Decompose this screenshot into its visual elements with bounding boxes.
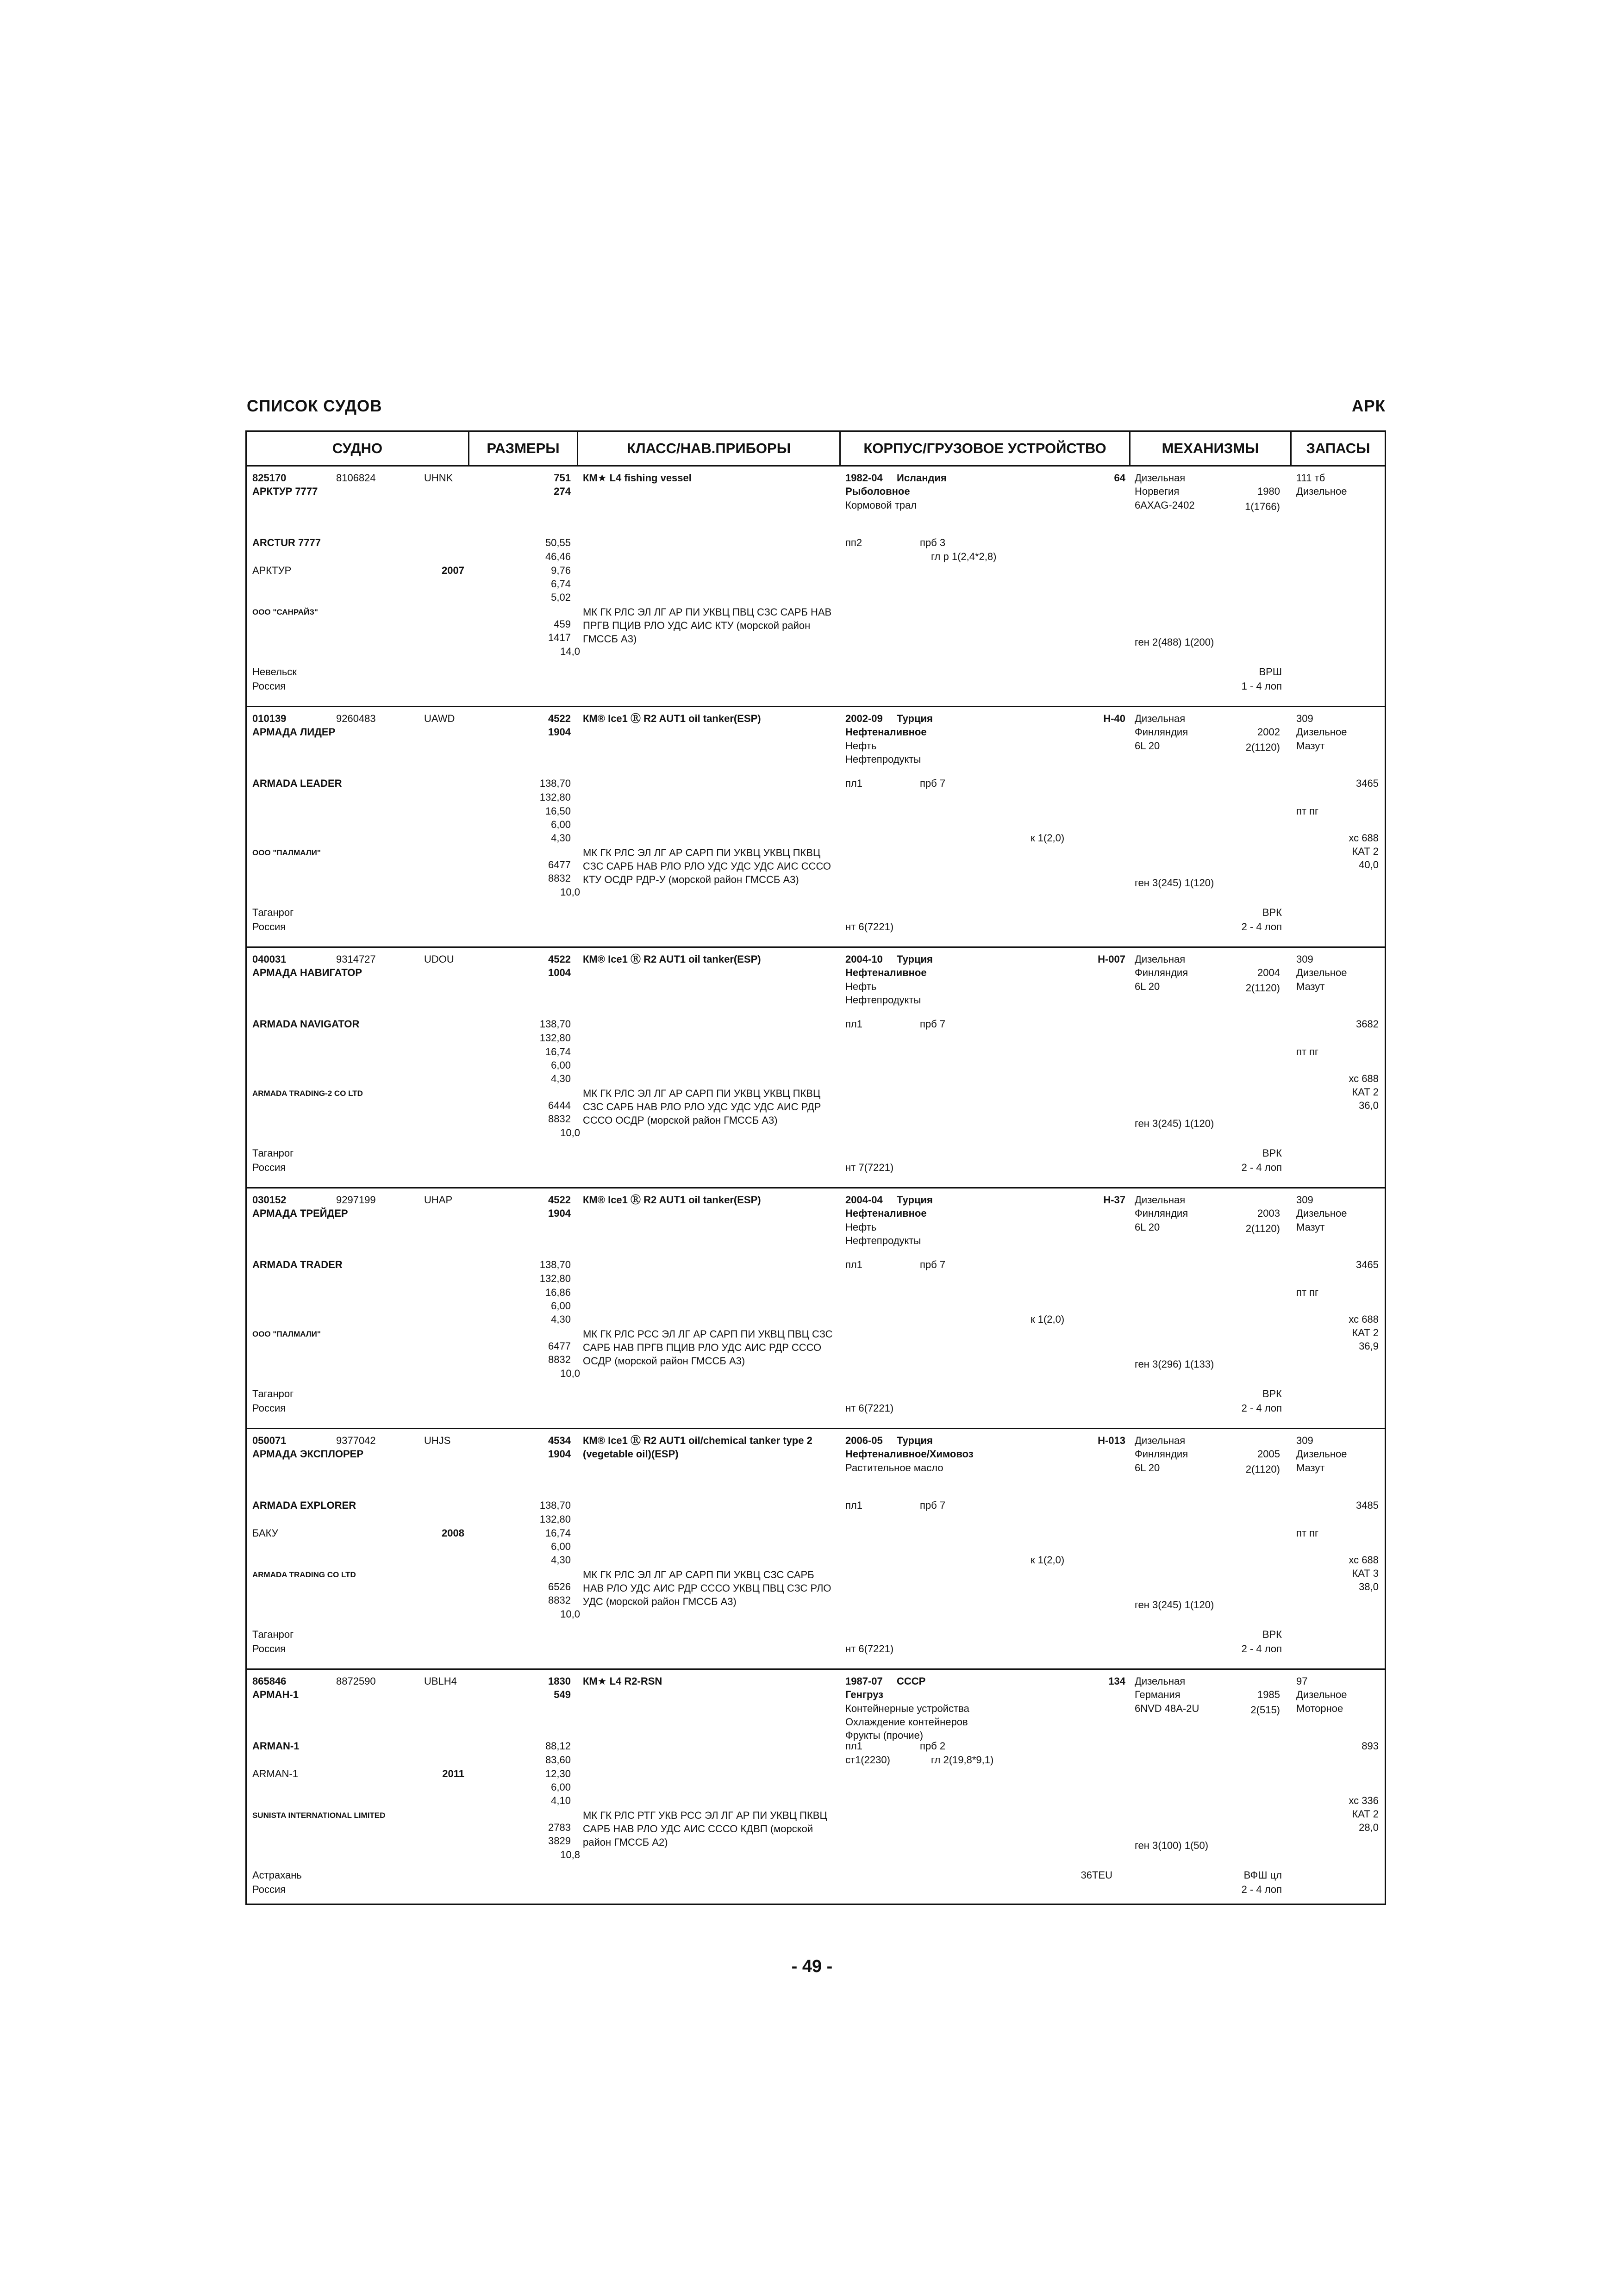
call-sign: UHJS (424, 1435, 451, 1446)
engine-year: 2005 (1257, 1448, 1280, 1460)
flag-country: Россия (252, 1884, 286, 1895)
bulkheads: прб 2 (920, 1740, 946, 1752)
propeller-blades: 2 - 4 лоп (1241, 1884, 1282, 1895)
propeller-blades: 2 - 4 лоп (1241, 1402, 1282, 1414)
length-overall: 138,70 (539, 1018, 571, 1030)
deadweight: 8832 (548, 1594, 571, 1606)
depth: 6,00 (551, 1541, 571, 1552)
length-pp: 83,60 (545, 1754, 571, 1766)
column-header-dimensions: РАЗМЕРЫ (487, 440, 560, 456)
stores-pumps: пт пг (1296, 1527, 1319, 1539)
call-sign: UHNK (424, 472, 453, 484)
cargo-primary: Контейнерные устройства (845, 1703, 969, 1714)
engine-type: Дизельная (1135, 472, 1186, 484)
column-header-machinery: МЕХАНИЗМЫ (1162, 440, 1259, 456)
flag-country: Россия (252, 921, 286, 933)
refrigeration: хс 688 (1349, 1313, 1379, 1325)
build-date: 1982-04 (845, 472, 883, 484)
ship-type: Нефтеналивное (845, 1207, 927, 1219)
decks: пл1 (845, 1500, 862, 1511)
ship-name-lat: ARMADA EXPLORER (252, 1500, 356, 1511)
engine-country: Финляндия (1135, 1207, 1188, 1219)
fuel-type: Дизельное (1296, 726, 1347, 738)
category: КАТ 3 (1352, 1568, 1379, 1579)
engine-model: 6AXAG-2402 (1135, 499, 1195, 511)
navigation-equipment: МК ГК РЛС ЭЛ ЛГ АР ПИ УКВЦ ПВЦ СЗС САРБ НАВ ПРГВ ПЦИВ РЛО УДС АИС КТУ (морской район ГМССБ А3) (583, 606, 832, 645)
gross-tonnage: 4522 (548, 713, 571, 724)
engine-power: 2(1120) (1245, 1223, 1280, 1234)
length-overall: 138,70 (539, 778, 571, 789)
imo-number: 8872590 (336, 1675, 376, 1687)
bulkheads: прб 7 (920, 1500, 946, 1511)
bulkheads: прб 3 (920, 537, 946, 548)
draught: 4,30 (551, 1554, 571, 1566)
cargo-capacity: ст1(2230) (845, 1754, 890, 1766)
owner: SUNISTA INTERNATIONAL LIMITED (252, 1811, 386, 1820)
fuel-type: Дизельное (1296, 967, 1347, 978)
length-overall: 50,55 (545, 537, 571, 548)
cargo-primary: Нефть (845, 740, 877, 752)
build-country: СССР (897, 1675, 926, 1687)
imo-number: 8106824 (336, 472, 376, 484)
stores-value: 36,9 (1359, 1340, 1379, 1352)
length-pp: 46,46 (545, 551, 571, 562)
cargo-primary: Кормовой трал (845, 499, 917, 511)
column-header-stores: ЗАПАСЫ (1306, 440, 1370, 456)
generators: ген 3(245) 1(120) (1135, 1118, 1214, 1129)
ship-name-ru: АРМАДА ЭКСПЛОРЕР (252, 1448, 364, 1460)
class-notation: КМ★ L4 fishing vessel (583, 472, 692, 484)
cargo-primary: Нефть (845, 1221, 877, 1233)
yard-number: Н-37 (1103, 1194, 1125, 1206)
ship-name-lat: ARMADA LEADER (252, 778, 342, 789)
engine-power: 2(1120) (1245, 1463, 1280, 1475)
cargo-primary: Растительное масло (845, 1462, 943, 1474)
net-tonnage: 274 (554, 485, 571, 497)
engine-country: Германия (1135, 1689, 1181, 1700)
engine-country: Норвегия (1135, 485, 1180, 497)
ship-entry (247, 1429, 1385, 1670)
registry-number: 050071 (252, 1435, 287, 1446)
cargo-tanks: нт 6(7221) (845, 1402, 894, 1414)
cargo-gear: гл р 1(2,4*2,8) (931, 551, 997, 562)
decks: пп2 (845, 537, 862, 548)
stores-value: 40,0 (1359, 859, 1379, 871)
deadweight: 1417 (548, 632, 571, 643)
stores-capacity: 309 (1296, 713, 1313, 724)
registry-number: 825170 (252, 472, 287, 484)
stores-volume: 3465 (1356, 1259, 1379, 1270)
build-country: Турция (897, 1435, 933, 1446)
fuel-type: Дизельное (1296, 485, 1347, 497)
decks: пл1 (845, 1018, 862, 1030)
propeller-blades: 2 - 4 лоп (1241, 1162, 1282, 1173)
ship-name-ru: АРМАДА ТРЕЙДЕР (252, 1207, 348, 1219)
draught: 4,10 (551, 1795, 571, 1806)
draught: 5,02 (551, 591, 571, 603)
engine-year: 2002 (1257, 726, 1280, 738)
yard-number: 64 (1114, 472, 1125, 484)
navigation-equipment: МК ГК РЛС ЭЛ ЛГ АР САРП ПИ УКВЦ УКВЦ ПКВЦ СЗС САРБ НАВ РЛО РЛО УДС УДС УДС АИС СССО КТУ ОСДР РДР-У (морской район ГМССБ А3) (583, 847, 831, 885)
depth: 6,00 (551, 1300, 571, 1312)
propeller: ВРК (1262, 1388, 1282, 1400)
category: КАТ 2 (1352, 1808, 1379, 1820)
ship-entry (247, 1188, 1385, 1429)
column-header-hull: КОРПУС/ГРУЗОВОЕ УСТРОЙСТВО (863, 440, 1106, 456)
stores-volume: 3465 (1356, 778, 1379, 789)
depth: 6,00 (551, 819, 571, 830)
net-tonnage: 1904 (548, 1448, 571, 1460)
depth: 6,00 (551, 1059, 571, 1071)
cargo-handling-note: к 1(2,0) (1031, 1313, 1065, 1325)
engine-type: Дизельная (1135, 1194, 1186, 1206)
breadth: 16,74 (545, 1046, 571, 1058)
owner: ООО "САНРАЙЗ" (252, 608, 318, 616)
fuel-type-2: Моторное (1296, 1703, 1343, 1714)
length-overall: 88,12 (545, 1740, 571, 1752)
engine-country: Финляндия (1135, 1448, 1188, 1460)
yard-number: 134 (1108, 1675, 1125, 1687)
cargo-tanks: нт 6(7221) (845, 921, 894, 933)
gross-tonnage: 4522 (548, 1194, 571, 1206)
deadweight: 8832 (548, 1354, 571, 1365)
displacement: 6477 (548, 859, 571, 871)
home-port: Таганрог (252, 1147, 294, 1159)
generators: ген 3(245) 1(120) (1135, 877, 1214, 889)
engine-year: 1985 (1257, 1689, 1280, 1700)
fuel-type: Дизельное (1296, 1448, 1347, 1460)
propeller: ВФШ цл (1243, 1869, 1282, 1881)
net-tonnage: 1004 (548, 967, 571, 978)
navigation-equipment: МК ГК РЛС ЭЛ ЛГ АР САРП ПИ УКВЦ СЗС САРБ НАВ РЛО УДС АИС РДР СССО УКВЦ ПВЦ СЗС РЛО УДС (морской район ГМССБ А3) (583, 1569, 831, 1607)
call-sign: UHAP (424, 1194, 453, 1206)
length-pp: 132,80 (539, 791, 571, 803)
speed: 10,0 (560, 1608, 580, 1620)
speed: 10,8 (560, 1849, 580, 1860)
registry-number: 040031 (252, 953, 287, 965)
deadweight: 8832 (548, 872, 571, 884)
net-tonnage: 549 (554, 1689, 571, 1700)
refrigeration: хс 688 (1349, 1073, 1379, 1084)
propeller: ВРК (1262, 1147, 1282, 1159)
displacement: 6477 (548, 1340, 571, 1352)
yard-number: Н-007 (1098, 953, 1125, 965)
stores-pumps: пт пг (1296, 1287, 1319, 1298)
ship-name-ru: АРКТУР 7777 (252, 485, 318, 497)
breadth: 16,50 (545, 805, 571, 817)
engine-power: 2(1120) (1245, 982, 1280, 994)
engine-type: Дизельная (1135, 713, 1186, 724)
decks: пл1 (845, 778, 862, 789)
cargo-handling-note: к 1(2,0) (1031, 832, 1065, 844)
registry-number: 865846 (252, 1675, 287, 1687)
home-port: Таганрог (252, 1629, 294, 1640)
ship-type: Нефтеналивное (845, 967, 927, 978)
build-date: 2004-10 (845, 953, 883, 965)
gross-tonnage: 4534 (548, 1435, 571, 1446)
build-date: 2006-05 (845, 1435, 883, 1446)
propeller-blades: 1 - 4 лоп (1241, 680, 1282, 692)
previous-name-year: 2011 (442, 1768, 464, 1780)
length-overall: 138,70 (539, 1500, 571, 1511)
call-sign: UBLH4 (424, 1675, 457, 1687)
ship-name-ru: АРМАДА НАВИГАТОР (252, 967, 362, 978)
speed: 10,0 (560, 1368, 580, 1379)
category: КАТ 2 (1352, 1086, 1379, 1098)
refrigeration: хс 688 (1349, 1554, 1379, 1566)
previous-name: АРКТУР (252, 565, 292, 576)
table-header (247, 432, 1385, 467)
fuel-type-2: Мазут (1296, 1221, 1325, 1233)
yard-number: Н-013 (1098, 1435, 1125, 1446)
engine-model: 6L 20 (1135, 1462, 1160, 1474)
home-port: Невельск (252, 666, 297, 678)
fuel-type-2: Мазут (1296, 981, 1325, 992)
depth: 6,74 (551, 578, 571, 590)
propeller-blades: 2 - 4 лоп (1241, 921, 1282, 933)
cargo-tertiary: Фрукты (прочие) (845, 1730, 924, 1741)
draught: 4,30 (551, 832, 571, 844)
propeller: ВРК (1262, 1629, 1282, 1640)
column-header-vessel: СУДНО (332, 440, 383, 456)
previous-name-year: 2007 (442, 565, 464, 576)
engine-year: 1980 (1257, 485, 1280, 497)
previous-name: ARMAN-1 (252, 1768, 299, 1780)
ship-name-ru: АРМАН-1 (252, 1689, 299, 1700)
fuel-type: Дизельное (1296, 1207, 1347, 1219)
engine-power: 1(1766) (1245, 501, 1280, 512)
section-code: АРК (1352, 397, 1386, 415)
stores-capacity: 97 (1296, 1675, 1308, 1687)
home-port: Таганрог (252, 1388, 294, 1400)
breadth: 16,74 (545, 1527, 571, 1539)
owner: ARMADA TRADING CO LTD (252, 1570, 356, 1579)
call-sign: UDOU (424, 953, 454, 965)
engine-country: Финляндия (1135, 967, 1188, 978)
owner: ООО "ПАЛМАЛИ" (252, 1330, 321, 1338)
net-tonnage: 1904 (548, 726, 571, 738)
ship-entry (247, 467, 1385, 707)
stores-value: 36,0 (1359, 1100, 1379, 1111)
registry-number: 030152 (252, 1194, 287, 1206)
ship-register-table (245, 430, 1386, 1905)
speed: 10,0 (560, 1127, 580, 1139)
call-sign: UAWD (424, 713, 455, 724)
ship-entry (247, 707, 1385, 948)
displacement: 459 (554, 618, 571, 630)
engine-model: 6NVD 48A-2U (1135, 1703, 1199, 1714)
cargo-tanks: нт 6(7221) (845, 1643, 894, 1655)
page-title: СПИСОК СУДОВ (247, 397, 382, 415)
ship-entry (247, 948, 1385, 1188)
class-notation: КМ★ L4 R2-RSN (583, 1675, 662, 1687)
speed: 14,0 (560, 646, 580, 657)
fuel-type-2: Мазут (1296, 1462, 1325, 1474)
yard-number: Н-40 (1103, 713, 1125, 724)
refrigeration: хс 336 (1349, 1795, 1379, 1806)
engine-model: 6L 20 (1135, 740, 1160, 752)
bulkheads: прб 7 (920, 778, 946, 789)
cargo-secondary: Охлаждение контейнеров (845, 1716, 968, 1728)
navigation-equipment: МК ГК РЛС РСС ЭЛ ЛГ АР САРП ПИ УКВЦ ПВЦ СЗС САРБ НАВ ПРГВ ПЦИВ РЛО УДС АИС РДР СССО ОСДР (морской район ГМССБ А3) (583, 1328, 833, 1367)
build-date: 2002-09 (845, 713, 883, 724)
deadweight: 8832 (548, 1113, 571, 1125)
build-country: Турция (897, 953, 933, 965)
cargo-tanks: нт 7(7221) (845, 1162, 894, 1173)
breadth: 9,76 (551, 565, 571, 576)
owner: ARMADA TRADING-2 CO LTD (252, 1089, 363, 1098)
gross-tonnage: 751 (554, 472, 571, 484)
generators: ген 2(488) 1(200) (1135, 636, 1214, 648)
length-pp: 132,80 (539, 1513, 571, 1525)
displacement: 6444 (548, 1100, 571, 1111)
ship-type: Нефтеналивное/Химовоз (845, 1448, 974, 1460)
registry-number: 010139 (252, 713, 287, 724)
class-notation: КМ® Ice1 Ⓡ R2 AUT1 oil tanker(ESP) (583, 1194, 761, 1206)
cargo-handling-note: к 1(2,0) (1031, 1554, 1065, 1566)
deadweight: 3829 (548, 1835, 571, 1847)
refrigeration: хс 688 (1349, 832, 1379, 844)
ship-name-lat: ARMADA NAVIGATOR (252, 1018, 360, 1030)
stores-volume: 893 (1362, 1740, 1379, 1752)
generators: ген 3(245) 1(120) (1135, 1599, 1214, 1611)
stores-value: 28,0 (1359, 1822, 1379, 1833)
build-date: 1987-07 (845, 1675, 883, 1687)
engine-year: 2003 (1257, 1207, 1280, 1219)
navigation-equipment: МК ГК РЛС ЭЛ ЛГ АР САРП ПИ УКВЦ УКВЦ ПКВЦ СЗС САРБ НАВ РЛО РЛО УДС УДС УДС АИС РДР СССО ОСДР (морской район ГМССБ А3) (583, 1088, 821, 1126)
class-notation: КМ® Ice1 Ⓡ R2 AUT1 oil tanker(ESP) (583, 713, 761, 724)
class-notation: КМ® Ice1 Ⓡ R2 AUT1 oil tanker(ESP) (583, 953, 761, 965)
stores-capacity: 111 тб (1296, 472, 1325, 484)
stores-pumps: пт пг (1296, 1046, 1319, 1058)
fuel-type: Дизельное (1296, 1689, 1347, 1700)
generators: ген 3(296) 1(133) (1135, 1358, 1214, 1370)
build-country: Турция (897, 1194, 933, 1206)
imo-number: 9297199 (336, 1194, 376, 1206)
engine-power: 2(1120) (1245, 741, 1280, 753)
navigation-equipment: МК ГК РЛС РТГ УКВ РСС ЭЛ ЛГ АР ПИ УКВЦ ПКВЦ САРБ НАВ РЛО УДС АИС СССО КДВП (морской район ГМССБ А2) (583, 1810, 827, 1848)
category: КАТ 2 (1352, 846, 1379, 857)
ship-type: Рыболовное (845, 485, 910, 497)
ship-name-lat: ARMADA TRADER (252, 1259, 343, 1270)
net-tonnage: 1904 (548, 1207, 571, 1219)
previous-name-year: 2008 (442, 1527, 464, 1539)
length-overall: 138,70 (539, 1259, 571, 1270)
generators: ген 3(100) 1(50) (1135, 1840, 1209, 1851)
depth: 6,00 (551, 1781, 571, 1793)
flag-country: Россия (252, 1402, 286, 1414)
home-port: Астрахань (252, 1869, 302, 1881)
ship-name-lat: ARCTUR 7777 (252, 537, 321, 548)
propeller-blades: 2 - 4 лоп (1241, 1643, 1282, 1655)
previous-name: БАКУ (252, 1527, 278, 1539)
cargo-secondary: Нефтепродукты (845, 994, 921, 1006)
page-number: - 49 - (791, 1957, 833, 1976)
home-port: Таганрог (252, 907, 294, 918)
cargo-secondary: Нефтепродукты (845, 753, 921, 765)
engine-model: 6L 20 (1135, 1221, 1160, 1233)
category: КАТ 2 (1352, 1327, 1379, 1338)
engine-model: 6L 20 (1135, 981, 1160, 992)
draught: 4,30 (551, 1073, 571, 1084)
displacement: 2783 (548, 1822, 571, 1833)
ship-type: Нефтеналивное (845, 726, 927, 738)
ship-name-lat: ARMAN-1 (252, 1740, 300, 1752)
engine-country: Финляндия (1135, 726, 1188, 738)
engine-type: Дизельная (1135, 953, 1186, 965)
displacement: 6526 (548, 1581, 571, 1593)
engine-type: Дизельная (1135, 1435, 1186, 1446)
stores-pumps: пт пг (1296, 805, 1319, 817)
engine-power: 2(515) (1250, 1704, 1280, 1716)
cargo-gear: гл 2(19,8*9,1) (931, 1754, 994, 1766)
flag-country: Россия (252, 1162, 286, 1173)
build-country: Исландия (897, 472, 947, 484)
fuel-type-2: Мазут (1296, 740, 1325, 752)
length-pp: 132,80 (539, 1032, 571, 1044)
engine-year: 2004 (1257, 967, 1280, 978)
length-pp: 132,80 (539, 1273, 571, 1284)
breadth: 12,30 (545, 1768, 571, 1780)
decks: пл1 (845, 1740, 862, 1752)
bulkheads: прб 7 (920, 1018, 946, 1030)
class-notation: КМ® Ice1 Ⓡ R2 AUT1 oil/chemical tanker type 2 (vegetable oil)(ESP) (583, 1435, 812, 1460)
propeller: ВРК (1262, 907, 1282, 918)
bulkheads: прб 7 (920, 1259, 946, 1270)
stores-capacity: 309 (1296, 953, 1313, 965)
breadth: 16,86 (545, 1287, 571, 1298)
cargo-secondary: Нефтепродукты (845, 1235, 921, 1246)
gross-tonnage: 4522 (548, 953, 571, 965)
imo-number: 9377042 (336, 1435, 376, 1446)
speed: 10,0 (560, 886, 580, 898)
decks: пл1 (845, 1259, 862, 1270)
owner: ООО "ПАЛМАЛИ" (252, 848, 321, 857)
stores-volume: 3682 (1356, 1018, 1379, 1030)
build-country: Турция (897, 713, 933, 724)
container-capacity: 36TEU (1081, 1869, 1112, 1881)
flag-country: Россия (252, 1643, 286, 1655)
cargo-primary: Нефть (845, 981, 877, 992)
ship-entry (247, 1670, 1385, 1910)
stores-value: 38,0 (1359, 1581, 1379, 1593)
flag-country: Россия (252, 680, 286, 692)
engine-type: Дизельная (1135, 1675, 1186, 1687)
stores-capacity: 309 (1296, 1194, 1313, 1206)
imo-number: 9260483 (336, 713, 376, 724)
build-date: 2004-04 (845, 1194, 883, 1206)
column-header-class: КЛАСС/НАВ.ПРИБОРЫ (626, 440, 791, 456)
propeller: ВРШ (1259, 666, 1282, 678)
ship-type: Генгруз (845, 1689, 884, 1700)
stores-capacity: 309 (1296, 1435, 1313, 1446)
ship-name-ru: АРМАДА ЛИДЕР (252, 726, 336, 738)
draught: 4,30 (551, 1313, 571, 1325)
stores-volume: 3485 (1356, 1500, 1379, 1511)
imo-number: 9314727 (336, 953, 376, 965)
gross-tonnage: 1830 (548, 1675, 571, 1687)
